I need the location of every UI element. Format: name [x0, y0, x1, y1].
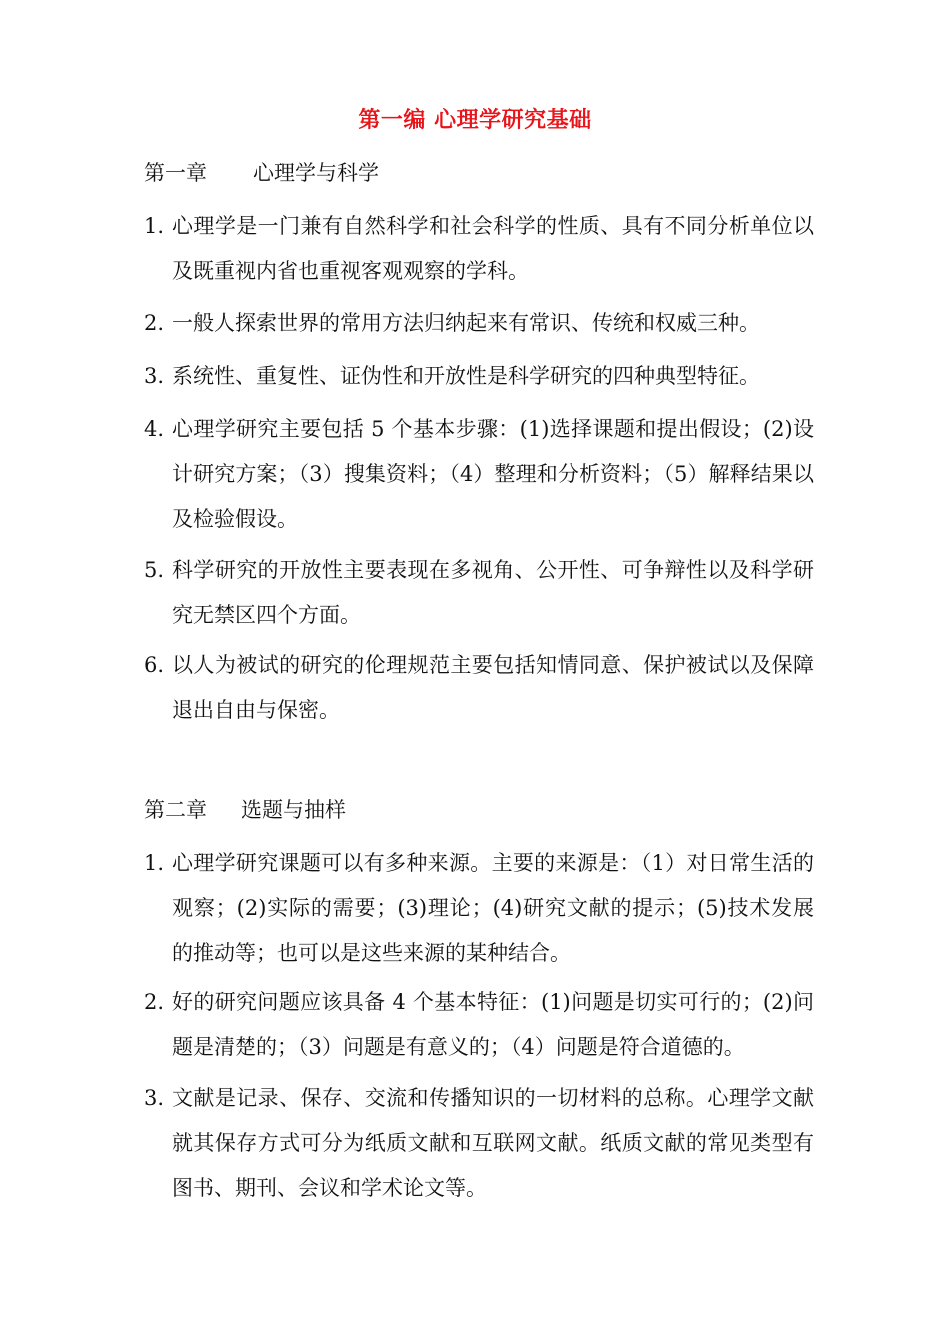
item-text: 以人为被试的研究的伦理规范主要包括知情同意、保护被试以及保障退出自由与保密。: [172, 653, 814, 722]
item-text: 心理学是一门兼有自然科学和社会科学的性质、具有不同分析单位以及既重视内省也重视客观观察的学科。: [172, 214, 814, 283]
item-number: 4.: [144, 417, 165, 441]
chapter-title: 心理学与科学: [253, 161, 379, 185]
list-item: [144, 980, 814, 1070]
item-number: 3.: [144, 364, 165, 388]
list-item: [144, 548, 814, 638]
item-text: 一般人探索世界的常用方法归纳起来有常识、传统和权威三种。: [172, 311, 760, 335]
list-item: [144, 204, 814, 294]
chapter-label: 第二章: [144, 798, 207, 822]
item-number: 1.: [144, 851, 165, 875]
chapter-label: 第一章: [144, 161, 207, 185]
chapter-heading: [144, 795, 346, 825]
part-title: 第一编 心理学研究基础: [358, 107, 592, 133]
chapter-heading: [144, 158, 379, 188]
item-text: 系统性、重复性、证伪性和开放性是科学研究的四种典型特征。: [172, 364, 760, 388]
item-text: 心理学研究主要包括 5 个基本步骤：(1)选择课题和提出假设；(2)设计研究方案；（3）搜集资料；（4）整理和分析资料；（5）解释结果以及检验假设。: [172, 417, 814, 531]
item-number: 2.: [144, 311, 165, 335]
item-text: 心理学研究课题可以有多种来源。主要的来源是：（1）对日常生活的观察；(2)实际的需要；(3)理论；(4)研究文献的提示；(5)技术发展的推动等；也可以是这些来源的某种结合。: [172, 851, 814, 965]
item-text: 好的研究问题应该具备 4 个基本特征：(1)问题是切实可行的；(2)问题是清楚的；（3）问题是有意义的；（4）问题是符合道德的。: [172, 990, 814, 1059]
item-number: 3.: [144, 1086, 165, 1110]
list-item: [144, 301, 814, 346]
chapter-title: 选题与抽样: [241, 798, 346, 822]
list-item: [144, 354, 814, 399]
list-item: [144, 407, 814, 542]
item-number: 2.: [144, 990, 165, 1014]
item-number: 6.: [144, 653, 165, 677]
list-item: [144, 643, 814, 733]
item-text: 文献是记录、保存、交流和传播知识的一切材料的总称。心理学文献就其保存方式可分为纸质文献和互联网文献。纸质文献的常见类型有图书、期刊、会议和学术论文等。: [172, 1086, 814, 1200]
item-text: 科学研究的开放性主要表现在多视角、公开性、可争辩性以及科学研究无禁区四个方面。: [172, 558, 814, 627]
item-number: 1.: [144, 214, 165, 238]
item-number: 5.: [144, 558, 165, 582]
list-item: [144, 841, 814, 976]
list-item: [144, 1076, 814, 1211]
